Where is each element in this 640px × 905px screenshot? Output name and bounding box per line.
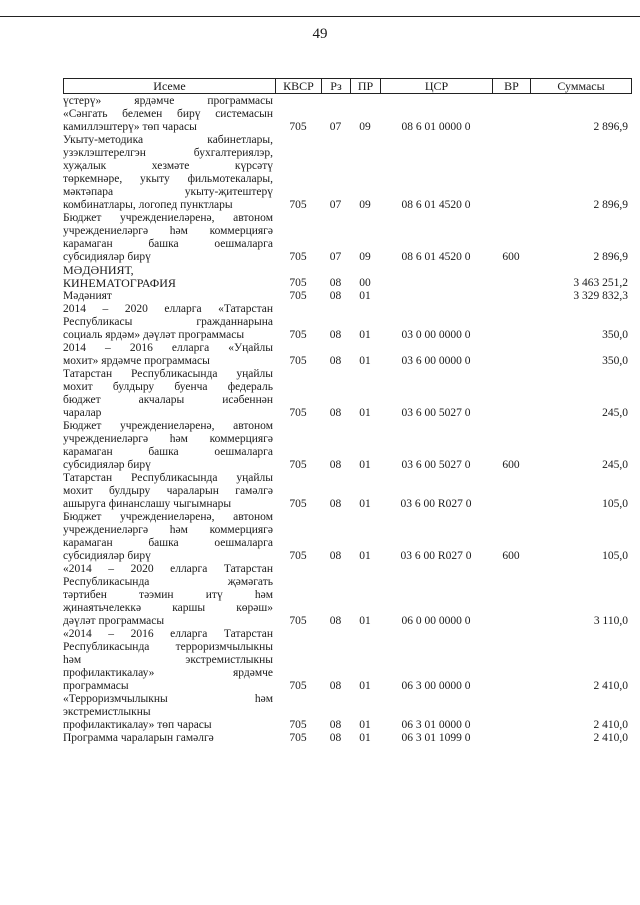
row-name-line: комбинатлары, логопед пунктлары <box>63 199 233 211</box>
cell-sum: 2 410,0 <box>593 719 628 731</box>
row-name-line: мохит» ярдәмче программасы <box>63 355 210 367</box>
row-name-line: 2014 – 2020 елларга «Татарстан <box>63 303 273 315</box>
table-row <box>63 563 630 628</box>
table-row <box>63 368 630 420</box>
cell-kvsr: 705 <box>289 615 307 627</box>
row-name-line: тәртибен тәэмин итү һәм <box>63 589 273 601</box>
row-name-line: бюджет акчалары исәбеннән <box>63 394 273 406</box>
header-csr: ЦСР <box>381 79 493 93</box>
row-name-line: 2014 – 2016 елларга «Уңайлы <box>63 342 273 354</box>
cell-sum: 2 896,9 <box>593 199 628 211</box>
header-pr: ПР <box>351 79 381 93</box>
cell-csr: 03 6 00 R027 0 <box>400 498 472 510</box>
cell-csr: 08 6 01 4520 0 <box>401 199 471 211</box>
cell-kvsr: 705 <box>289 199 307 211</box>
row-name <box>63 342 275 368</box>
row-name-line: карамаган башка оешмаларга <box>63 537 273 549</box>
table-row <box>63 472 630 511</box>
cell-kvsr: 705 <box>289 459 307 471</box>
row-name-line: карамаган башка оешмаларга <box>63 446 273 458</box>
cell-kvsr: 705 <box>289 355 307 367</box>
cell-kvsr: 705 <box>289 550 307 562</box>
table-row <box>63 732 630 745</box>
cell-sum: 2 410,0 <box>593 732 628 744</box>
row-name-line: җинаятьчелеккә каршы көрәш» <box>63 602 273 614</box>
cell-sum: 245,0 <box>602 407 628 419</box>
cell-pr: 01 <box>359 459 371 471</box>
row-name-line: учреждениеләргә һәм коммерциягә <box>63 524 273 536</box>
table-row <box>63 95 630 134</box>
cell-kvsr: 705 <box>289 329 307 341</box>
row-name-line: субсидияләр бирү <box>63 251 151 263</box>
table-row <box>63 212 630 264</box>
header-rz: Рз <box>322 79 351 93</box>
cell-sum: 2 410,0 <box>593 680 628 692</box>
cell-csr: 08 6 01 0000 0 <box>401 121 471 133</box>
row-name-line: Программа чараларын гамәлгә <box>63 732 214 744</box>
cell-sum: 105,0 <box>602 498 628 510</box>
cell-csr: 06 3 01 0000 0 <box>401 719 471 731</box>
table-row <box>63 420 630 472</box>
row-name-line: учреждениеләргә һәм коммерциягә <box>63 225 273 237</box>
row-name-line: төркемнәре, укыту фильмотекалары, <box>63 173 273 185</box>
cell-sum: 2 896,9 <box>593 121 628 133</box>
cell-csr: 03 6 00 5027 0 <box>401 459 471 471</box>
cell-csr: 03 6 00 R027 0 <box>400 550 472 562</box>
cell-sum: 245,0 <box>602 459 628 471</box>
cell-pr: 01 <box>359 329 371 341</box>
cell-kvsr: 705 <box>289 277 307 289</box>
table-header <box>63 78 632 94</box>
cell-kvsr: 705 <box>289 498 307 510</box>
cell-pr: 01 <box>359 290 371 302</box>
row-name-line: һәм экстремистлыкны <box>63 654 273 666</box>
cell-csr: 06 3 00 0000 0 <box>401 680 471 692</box>
cell-kvsr: 705 <box>289 251 307 263</box>
cell-pr: 09 <box>359 251 371 263</box>
row-name <box>63 420 275 472</box>
cell-rz: 08 <box>329 277 342 289</box>
row-name-line: МӘДӘНИЯТ, <box>63 264 134 277</box>
row-name <box>63 628 275 693</box>
header-kvsr: КВСР <box>276 79 322 93</box>
cell-sum: 2 896,9 <box>593 251 628 263</box>
header-sum: Суммасы <box>557 79 605 93</box>
top-rule <box>0 16 640 17</box>
row-name-line: Татарстан Республикасында уңайлы <box>63 472 273 484</box>
row-name-line: субсидияләр бирү <box>63 550 151 562</box>
cell-rz: 08 <box>329 550 342 562</box>
cell-sum: 3 110,0 <box>593 615 628 627</box>
row-name-line: КИНЕМАТОГРАФИЯ <box>63 277 176 290</box>
cell-pr: 01 <box>359 732 371 744</box>
row-name <box>63 134 275 212</box>
header-name: Исеме <box>64 79 276 93</box>
cell-pr: 00 <box>359 277 371 289</box>
row-name-line: дәүләт программасы <box>63 615 165 627</box>
cell-rz: 08 <box>329 459 342 471</box>
cell-kvsr: 705 <box>289 719 307 731</box>
cell-rz: 07 <box>329 251 342 263</box>
cell-sum: 350,0 <box>602 355 628 367</box>
row-name-line: карамаган башка оешмаларга <box>63 238 273 250</box>
cell-csr: 03 6 00 5027 0 <box>401 407 471 419</box>
cell-rz: 07 <box>329 121 342 133</box>
cell-sum: 105,0 <box>602 550 628 562</box>
row-name-line: программасы <box>63 680 129 692</box>
row-name-line: узэклэштерелгэн бухгалтериялэр, <box>63 147 273 159</box>
table-row <box>63 290 630 303</box>
cell-sum: 350,0 <box>602 329 628 341</box>
cell-csr: 03 0 00 0000 0 <box>401 329 471 341</box>
cell-rz: 08 <box>329 680 342 692</box>
row-name <box>63 693 275 732</box>
cell-rz: 08 <box>329 407 342 419</box>
row-name <box>63 563 275 628</box>
cell-pr: 01 <box>359 680 371 692</box>
row-name <box>63 95 275 134</box>
row-name-line: «Терроризмчылыкны һәм <box>63 693 273 705</box>
row-name <box>63 264 275 290</box>
row-name-line: Бюджет учреждениеләренә, автоном <box>63 212 273 224</box>
row-name-line: ашыруга финанслашу чыгымнары <box>63 498 232 510</box>
row-name <box>63 732 275 745</box>
cell-csr: 08 6 01 4520 0 <box>401 251 471 263</box>
row-name-line: экстремистлыкны <box>63 706 151 718</box>
row-name-line: профилактикалау» ярдәмче <box>63 667 273 679</box>
row-name <box>63 212 275 264</box>
row-name-line: учреждениеләргә һәм коммерциягә <box>63 433 273 445</box>
cell-pr: 01 <box>359 407 371 419</box>
cell-kvsr: 705 <box>289 680 307 692</box>
row-name <box>63 303 275 342</box>
header-vr: ВР <box>493 79 531 93</box>
row-name <box>63 472 275 511</box>
row-name <box>63 368 275 420</box>
table-row <box>63 511 630 563</box>
row-name-line: социаль ярдәм» дәүләт программасы <box>63 329 245 341</box>
cell-vr: 600 <box>502 550 520 562</box>
cell-rz: 08 <box>329 329 342 341</box>
cell-pr: 01 <box>359 719 371 731</box>
cell-kvsr: 705 <box>289 290 307 302</box>
cell-kvsr: 705 <box>289 732 307 744</box>
cell-sum: 3 463 251,2 <box>573 277 628 289</box>
table-row <box>63 628 630 693</box>
cell-csr: 06 0 00 0000 0 <box>401 615 471 627</box>
row-name-line: Татарстан Республикасында уңайлы <box>63 368 273 380</box>
row-name <box>63 511 275 563</box>
cell-rz: 08 <box>329 290 342 302</box>
row-name-line: Бюджет учреждениеләренә, автоном <box>63 420 273 432</box>
cell-vr: 600 <box>502 459 520 471</box>
cell-rz: 07 <box>329 199 342 211</box>
row-name-line: камиллэштерү» төп чарасы <box>63 121 197 133</box>
row-name-line: «2014 – 2020 елларга Татарстан <box>63 563 273 575</box>
row-name-line: мохит булдыру буенча федераль <box>63 381 273 393</box>
cell-vr: 600 <box>502 251 520 263</box>
cell-csr: 06 3 01 1099 0 <box>401 732 471 744</box>
table-row <box>63 264 630 290</box>
cell-csr: 03 6 00 0000 0 <box>401 355 471 367</box>
row-name-line: Республикасы гражданнарына <box>63 316 273 328</box>
row-name-line: «Сәнгать белемен бирү системасын <box>63 108 273 120</box>
row-name-line: Мәдәният <box>63 290 112 302</box>
row-name-line: «2014 – 2016 елларга Татарстан <box>63 628 273 640</box>
cell-rz: 08 <box>329 719 342 731</box>
page-number: 49 <box>312 26 328 42</box>
table-row <box>63 342 630 368</box>
row-name-line: Республикасында терроризмчылыкны <box>63 641 273 653</box>
cell-pr: 09 <box>359 121 371 133</box>
cell-rz: 08 <box>329 498 342 510</box>
row-name-line: профилактикалау» төп чарасы <box>63 719 212 731</box>
cell-sum: 3 329 832,3 <box>573 290 628 302</box>
row-name-line: үстерү» ярдәмче программасы <box>63 95 273 107</box>
row-name <box>63 290 275 303</box>
row-name-line: Укыту-методика кабинетлары, <box>63 134 273 146</box>
cell-rz: 08 <box>329 355 342 367</box>
cell-rz: 08 <box>329 615 342 627</box>
table-row <box>63 303 630 342</box>
cell-pr: 01 <box>359 498 371 510</box>
row-name-line: Республикасында җәмәгать <box>63 576 273 588</box>
cell-pr: 01 <box>359 615 371 627</box>
cell-kvsr: 705 <box>289 121 307 133</box>
table-body <box>63 95 630 745</box>
cell-rz: 08 <box>329 732 342 744</box>
row-name-line: мохит булдыру чараларын гамәлгә <box>63 485 273 497</box>
row-name-line: Бюджет учреждениеләренә, автоном <box>63 511 273 523</box>
row-name-line: мәктәпара укыту-җитештерү <box>63 186 273 198</box>
row-name-line: чаралар <box>63 407 102 419</box>
row-name-line: хуҗалык хезмәте күрсәтү <box>63 160 273 172</box>
cell-pr: 01 <box>359 550 371 562</box>
table-row <box>63 693 630 732</box>
table-row <box>63 134 630 212</box>
cell-pr: 01 <box>359 355 371 367</box>
row-name-line: субсидияләр бирү <box>63 459 151 471</box>
cell-kvsr: 705 <box>289 407 307 419</box>
cell-pr: 09 <box>359 199 371 211</box>
